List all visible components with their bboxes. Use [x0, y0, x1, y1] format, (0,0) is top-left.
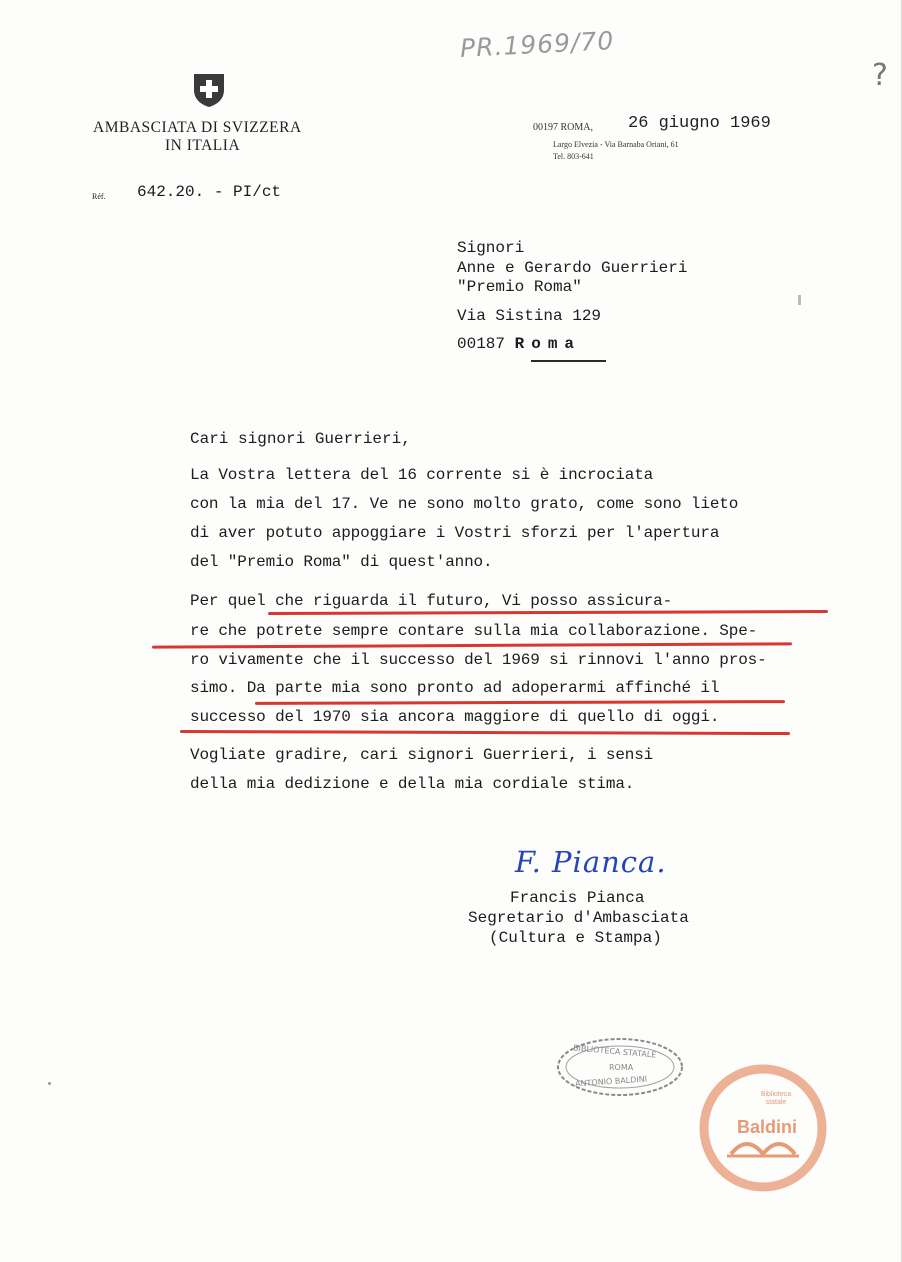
letterhead-address: Largo Elvezia - Via Barnaba Oriani, 61: [553, 140, 679, 149]
body-line: successo del 1970 sia ancora maggiore di quello di oggi.: [190, 708, 720, 726]
recipient-street: Via Sistina 129: [457, 307, 602, 325]
letterhead-city: 00197 ROMA,: [533, 122, 594, 133]
signatory-department: (Cultura e Stampa): [489, 929, 662, 947]
letter-date: 26 giugno 1969: [628, 114, 771, 133]
red-underline: [180, 730, 790, 735]
recipient-organization: "Premio Roma": [457, 278, 582, 296]
body-line: ro vivamente che il successo del 1969 si rinnovi l'anno pros-: [190, 651, 767, 669]
reference-label: Réf.: [92, 192, 106, 201]
stamp-text-top: BIBLIOTECA STATALE: [572, 1043, 657, 1060]
body-line: della mia dedizione e della mia cordiale stima.: [190, 775, 635, 793]
recipient-names: Anne e Gerardo Guerrieri: [457, 259, 688, 277]
margin-pencil-mark: ?: [872, 58, 888, 93]
logo-label: Baldini: [737, 1117, 798, 1137]
body-line: Vogliate gradire, cari signori Guerrieri, i sensi: [190, 746, 654, 764]
red-underline: [255, 700, 785, 705]
signatory-title: Segretario d'Ambasciata: [468, 909, 689, 927]
logo-arc-text: Biblioteca statale: [760, 1091, 792, 1106]
paper-speck: [48, 1082, 51, 1085]
stamp-text-bottom: ANTONIO BALDINI: [574, 1074, 648, 1089]
signatory-name: Francis Pianca: [510, 889, 645, 907]
body-line: con la mia del 17. Ve ne sono molto grato, come sono lieto: [190, 495, 739, 513]
body-line: del "Premio Roma" di quest'anno.: [190, 553, 493, 571]
letterhead-phone: Tel. 803-641: [553, 152, 594, 161]
body-line: Per quel che riguarda il futuro, Vi posso assicura-: [190, 592, 673, 610]
embassy-name: AMBASCIATA DI SVIZZERA: [93, 119, 302, 136]
red-underline: [268, 610, 828, 615]
city-underline: [531, 360, 606, 362]
body-line: simo. Da parte mia sono pronto ad adoperarmi affinché il: [190, 679, 720, 697]
archive-reference-mark: PR.1969/70: [459, 25, 615, 64]
red-underline: [152, 642, 792, 648]
letter-salutation: Cari signori Guerrieri,: [190, 430, 411, 448]
paper-speck: [798, 295, 801, 305]
body-line: di aver potuto appoggiare i Vostri sforzi per l'apertura: [190, 524, 720, 542]
recipient-city-line: [457, 335, 581, 353]
recipient-postcode: 00187: [457, 335, 506, 353]
swiss-crest-icon: [192, 72, 226, 108]
stamp-text-mid: ROMA: [609, 1063, 634, 1072]
handwritten-signature: F. Pianca.: [515, 845, 667, 879]
recipient-city: Roma: [514, 335, 582, 353]
body-line: re che potrete sempre contare sulla mia collaborazione. Spe-: [190, 622, 758, 640]
recipient-salutation: Signori: [457, 239, 525, 257]
body-line: La Vostra lettera del 16 corrente si è incrociata: [190, 466, 654, 484]
embassy-country: IN ITALIA: [165, 137, 241, 154]
reference-number: 642.20. - PI/ct: [137, 183, 282, 201]
